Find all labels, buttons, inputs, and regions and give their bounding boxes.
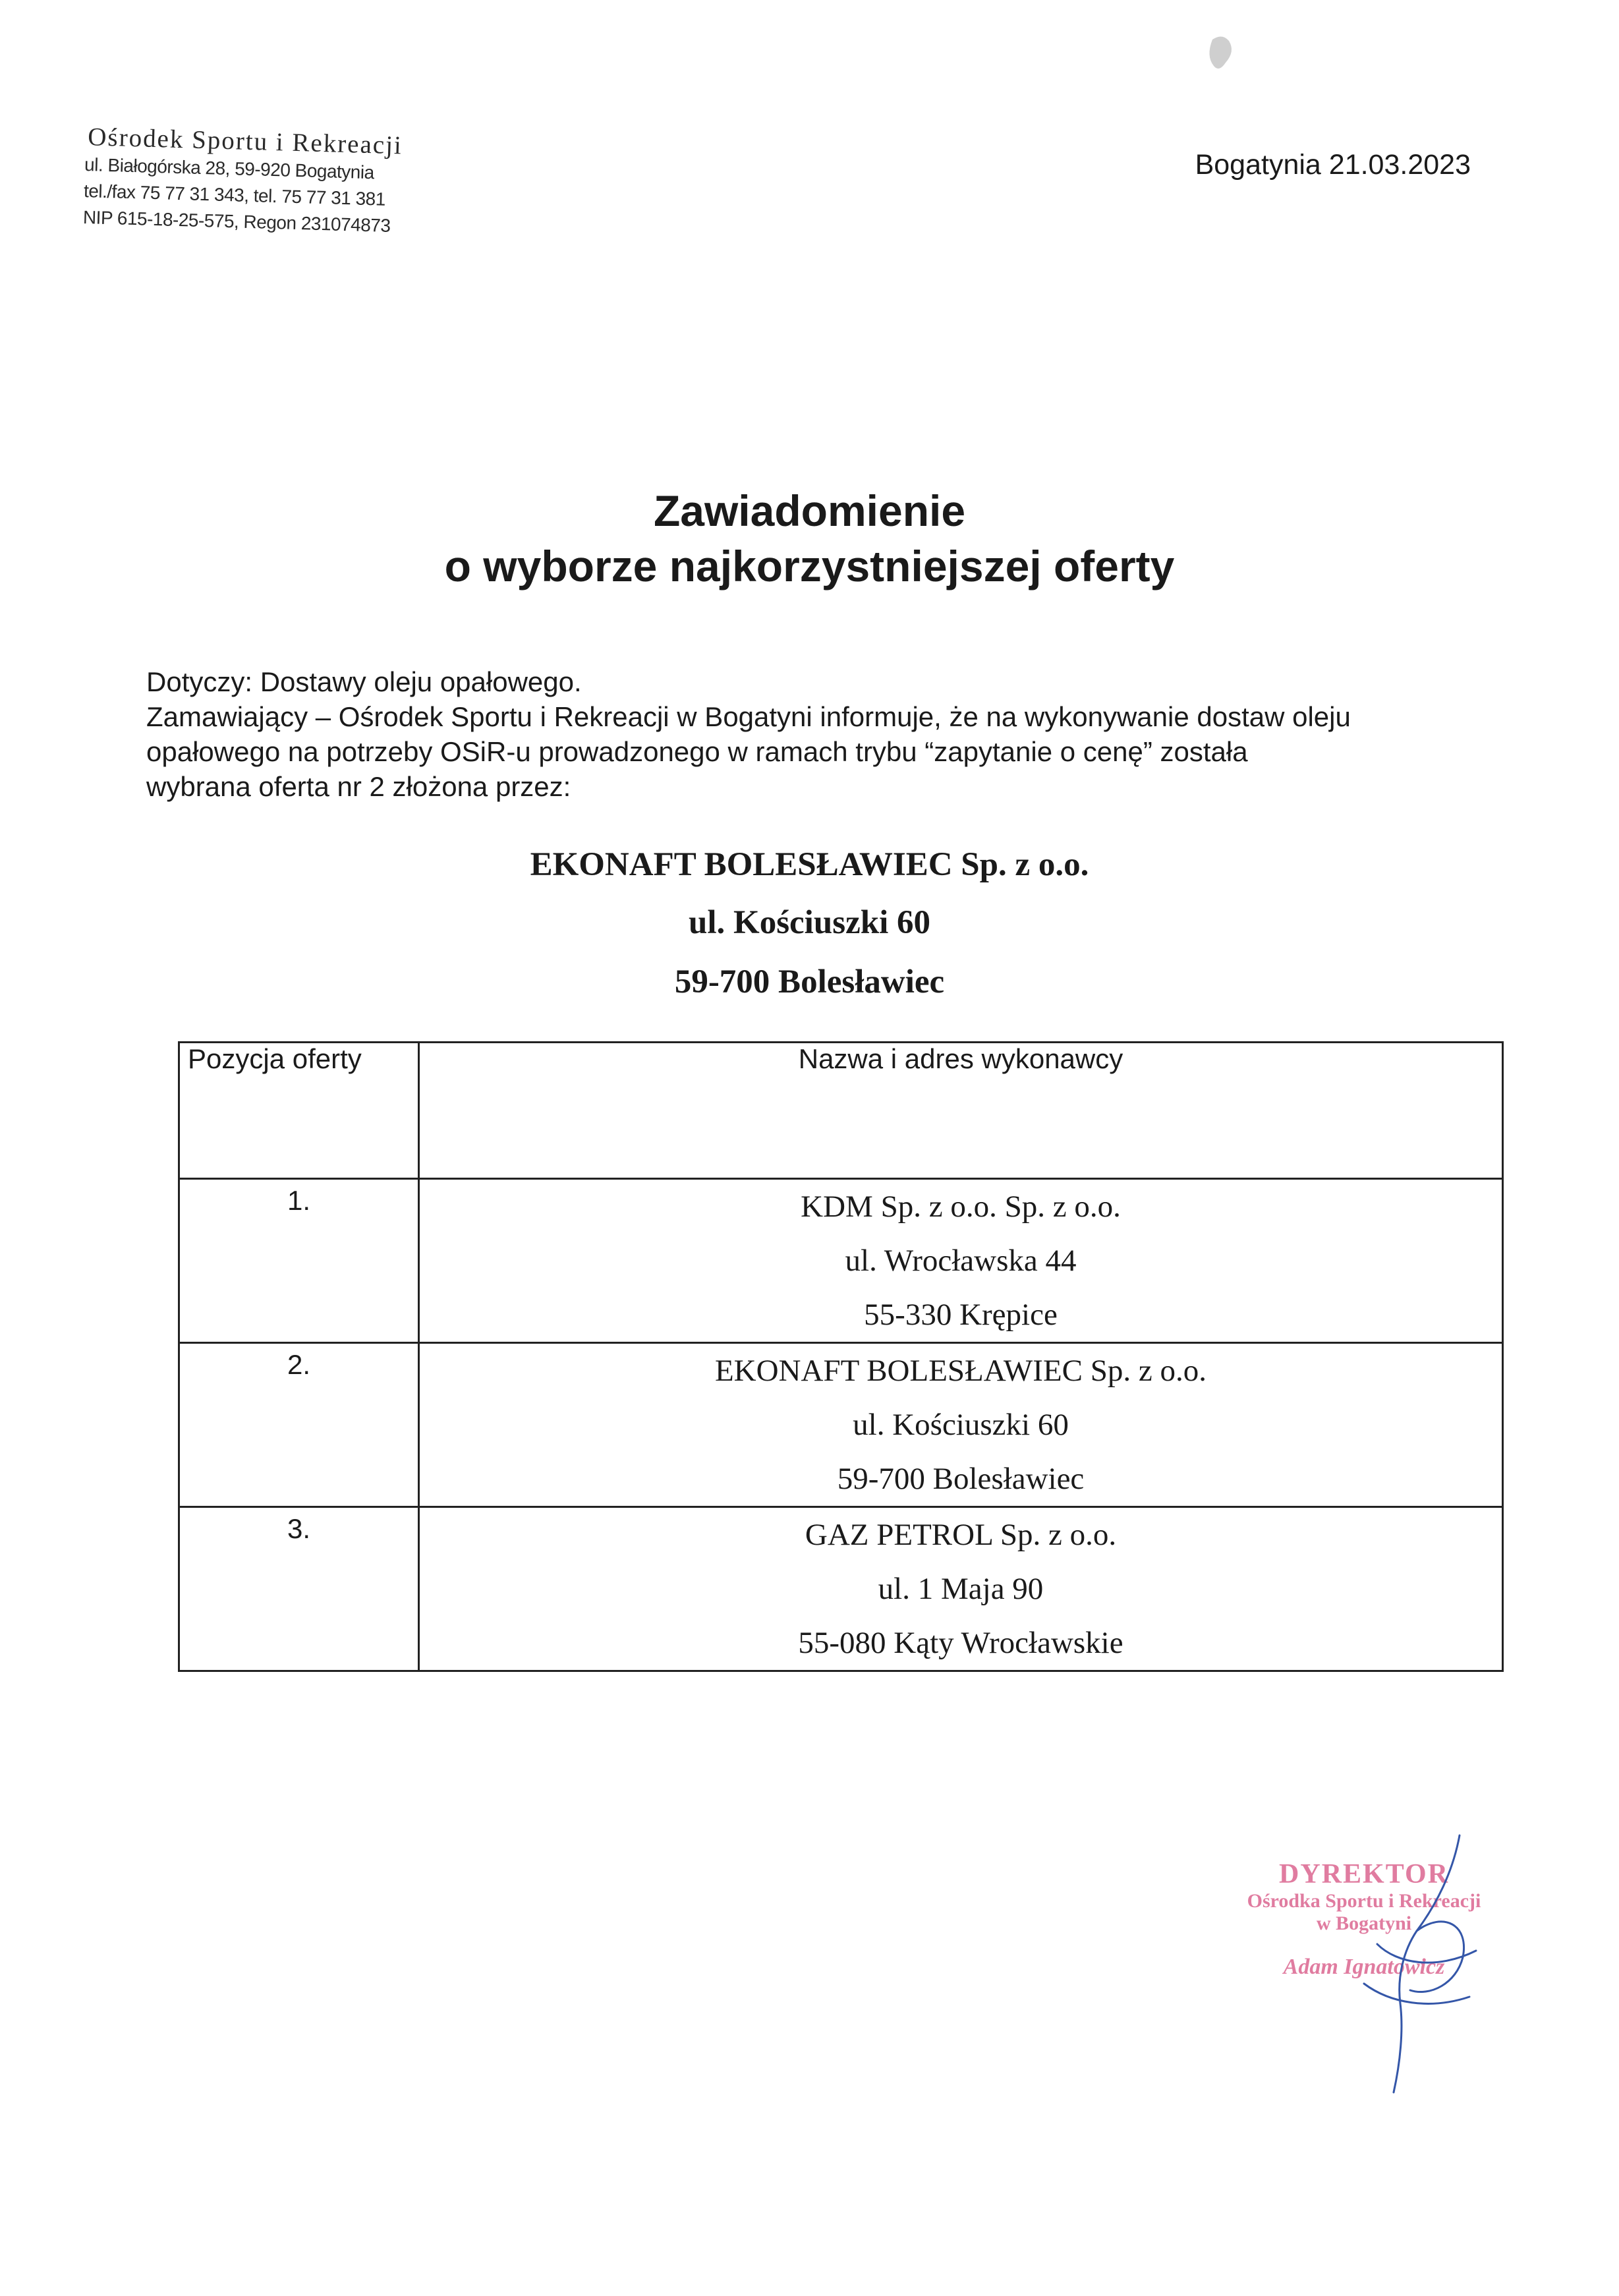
handwritten-signature bbox=[1338, 1832, 1489, 2096]
stamp-address: ul. Białogórska 28, 59-920 Bogatynia bbox=[84, 154, 375, 183]
body-text bbox=[146, 664, 1477, 804]
body-line-1: Zamawiający – Ośrodek Sportu i Rekreacji w Bogatyni informuje, że na wykonywanie dostaw oleju bbox=[146, 701, 1351, 732]
contractor-city: 55-330 Krępice bbox=[864, 1298, 1058, 1332]
document-title: Zawiadomienie bbox=[653, 486, 966, 535]
signature-title: DYREKTOR bbox=[1279, 1859, 1449, 1889]
contractor-city: 55-080 Kąty Wrocławskie bbox=[798, 1626, 1123, 1660]
document-subtitle: o wyborze najkorzystniejszej oferty bbox=[444, 542, 1175, 590]
header-stamp bbox=[82, 122, 454, 241]
stamp-org-name: Ośrodek Sportu i Rekreacji bbox=[87, 123, 403, 160]
contractor-street: ul. Wrocławska 44 bbox=[845, 1244, 1077, 1278]
winner-name: EKONAFT BOLESŁAWIEC Sp. z o.o. bbox=[530, 846, 1089, 883]
row-position: 3. bbox=[179, 1507, 419, 1671]
table-row bbox=[179, 1507, 1503, 1671]
winner-city: 59-700 Bolesławiec bbox=[674, 963, 945, 1000]
document-date: Bogatynia 21.03.2023 bbox=[1195, 149, 1471, 181]
signature-name: Adam Ignatowicz bbox=[1283, 1955, 1445, 1979]
contractor-street: ul. Kościuszki 60 bbox=[853, 1408, 1069, 1442]
row-position: 1. bbox=[179, 1179, 419, 1343]
scan-smudge bbox=[1199, 33, 1239, 79]
row-position: 2. bbox=[179, 1343, 419, 1507]
header-position: Pozycja oferty bbox=[179, 1043, 419, 1179]
stamp-phone: tel./fax 75 77 31 343, tel. 75 77 31 381 bbox=[83, 180, 386, 210]
contractor-name: GAZ PETROL Sp. z o.o. bbox=[805, 1518, 1117, 1552]
contractor-name: EKONAFT BOLESŁAWIEC Sp. z o.o. bbox=[714, 1354, 1207, 1388]
body-line-3: wybrana oferta nr 2 złożona przez: bbox=[146, 771, 571, 802]
contractor-street: ul. 1 Maja 90 bbox=[878, 1572, 1044, 1606]
header-contractor: Nazwa i adres wykonawcy bbox=[419, 1043, 1503, 1179]
stamp-tax-ids: NIP 615-18-25-575, Regon 231074873 bbox=[82, 206, 391, 236]
contractor-city: 59-700 Bolesławiec bbox=[837, 1462, 1085, 1496]
table-row bbox=[179, 1343, 1503, 1507]
offers-table bbox=[178, 1041, 1504, 1672]
row-contractor bbox=[419, 1343, 1503, 1507]
winner-street: ul. Kościuszki 60 bbox=[689, 904, 930, 941]
signature-location: w Bogatyni bbox=[1316, 1912, 1412, 1934]
signature-org: Ośrodka Sportu i Rekreacji bbox=[1247, 1890, 1481, 1912]
row-contractor bbox=[419, 1179, 1503, 1343]
subject-line: Dotyczy: Dostawy oleju opałowego. bbox=[146, 666, 582, 697]
contractor-name: KDM Sp. z o.o. Sp. z o.o. bbox=[801, 1190, 1121, 1224]
body-line-2: opałowego na potrzeby OSiR-u prowadzonego w ramach trybu “zapytanie o cenę” została bbox=[146, 736, 1248, 767]
table-row bbox=[179, 1179, 1503, 1343]
table-header-row bbox=[179, 1043, 1503, 1179]
row-contractor bbox=[419, 1507, 1503, 1671]
